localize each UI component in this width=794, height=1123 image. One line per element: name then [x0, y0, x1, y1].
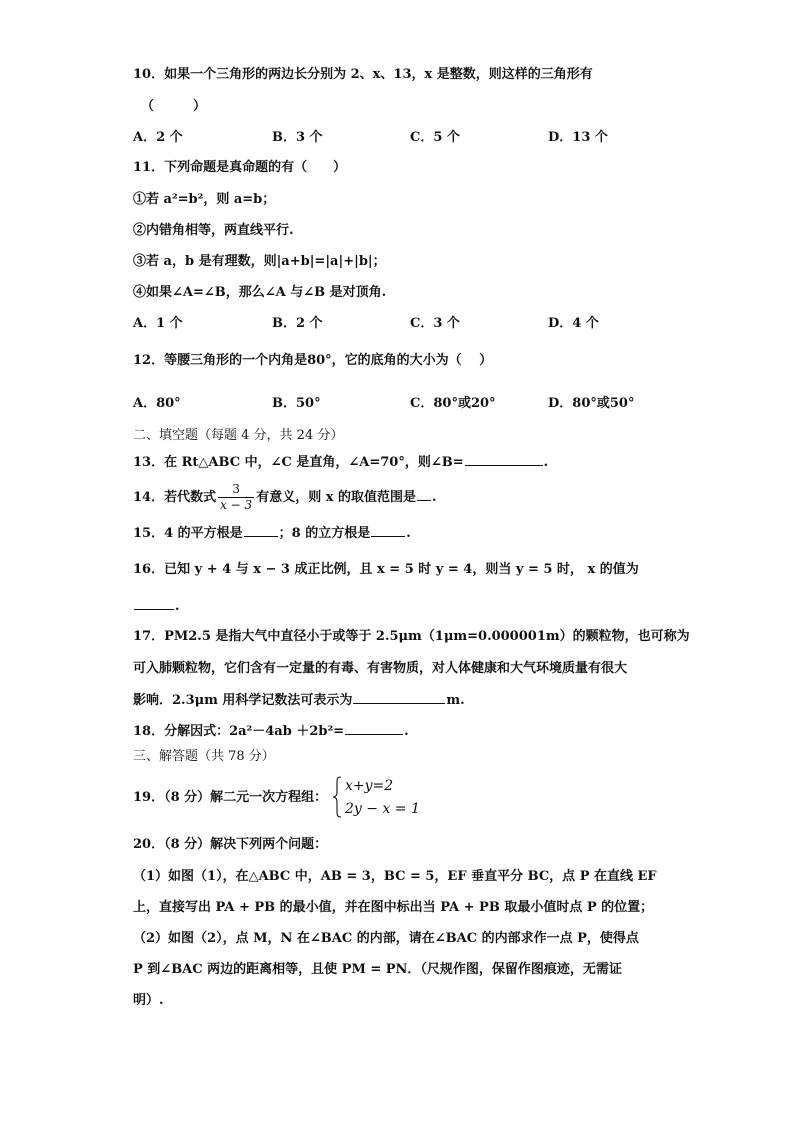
q13-period: .	[543, 455, 549, 470]
q20-part-2-line-3: 明）.	[133, 993, 164, 1008]
q12-option-d: D．80°或50°	[548, 396, 635, 411]
q11-item-2: ②内错角相等，两直线平行.	[133, 223, 294, 238]
q14-numerator: 3	[232, 482, 240, 496]
q17-line-1: 17．PM2.5 是指大气中直径小于或等于 2.5μm（1μm=0.000001m）的颗粒物，也可称为	[133, 629, 690, 644]
q17-line-3-text: 影响．2.3μm 用科学记数法可表示为	[133, 693, 353, 708]
q15-blank-1[interactable]	[244, 524, 278, 537]
q18-answer-blank[interactable]	[345, 722, 403, 735]
q20-part-2-line-1: （2）如图（2），点 M，N 在∠BAC 的内部，请在∠BAC 的内部求作一点 P，使得点	[133, 931, 639, 946]
q10-option-c: C．5 个	[410, 130, 460, 145]
q10-stem: 10．如果一个三角形的两边长分别为 2、x、13，x 是整数，则这样的三角形有	[133, 67, 593, 82]
q10-option-b: B．3 个	[272, 130, 323, 145]
q11-option-a: A．1 个	[133, 316, 183, 331]
q19-stem: 19．（8 分）解二元一次方程组：	[133, 790, 328, 805]
q10-paren: （ ）	[141, 99, 207, 114]
q11-item-4: ④如果∠A=∠B，那么∠A 与∠B 是对顶角.	[133, 285, 387, 300]
q13-answer-blank[interactable]	[465, 453, 543, 466]
q19-equation-1: x+y=2	[345, 778, 394, 794]
q14	[133, 479, 437, 517]
q20-stem: 20．（8 分）解决下列两个问题：	[133, 837, 328, 852]
q12-option-b: B．50°	[272, 396, 321, 411]
q16-text: 16．已知 y + 4 与 x − 3 成正比例，且 x = 5 时 y = 4，则当 y = 5 时， x 的值为	[133, 562, 639, 577]
q14-answer-blank[interactable]	[417, 488, 431, 501]
q11-option-b: B．2 个	[272, 316, 323, 331]
q20-part-1-line-1: （1）如图（1），在△ABC 中，AB = 3，BC = 5，EF 垂直平分 BC，点 P 在直线 EF	[133, 869, 657, 884]
q15-period: .	[406, 526, 411, 541]
q17-answer-blank[interactable]	[353, 691, 445, 704]
section-solve-title: 三、解答题（共 78 分）	[133, 749, 275, 764]
brace-icon	[332, 776, 342, 818]
q18-text: 18．分解因式：2a²－4ab ＋2b²=	[133, 724, 345, 739]
q12-option-c: C．80°或20°	[410, 396, 496, 411]
q14-period: .	[432, 490, 437, 505]
q11-item-1: ①若 a²=b²，则 a=b；	[133, 192, 276, 207]
q16-answer-blank[interactable]	[134, 597, 174, 610]
q15-text: 15．4 的平方根是	[133, 526, 243, 541]
q18	[133, 722, 409, 741]
q14-text-2: 有意义，则 x 的取值范围是	[256, 490, 416, 505]
q13-text: 13．在 Rt△ABC 中，∠C 是直角，∠A=70°，则∠B=	[133, 455, 464, 470]
q13	[133, 453, 548, 472]
q17-unit: m.	[446, 693, 465, 708]
q11-stem: 11．下列命题是真命题的有（ ）	[133, 160, 347, 175]
q15-text-2: ；8 的立方根是	[278, 526, 371, 541]
q16-period: .	[175, 599, 180, 614]
q10-option-d: D．13 个	[548, 130, 608, 145]
section-fill-in-title: 二、填空题（每题 4 分，共 24 分）	[133, 428, 344, 443]
q10-option-a: A．2 个	[133, 130, 183, 145]
q20-part-2-line-2: P 到∠BAC 两边的距离相等，且使 PM = PN．（尺规作图，保留作图痕迹，无需证	[133, 962, 622, 977]
q15	[133, 524, 411, 543]
q17-line-3	[133, 691, 465, 710]
q11-option-c: C．3 个	[410, 316, 460, 331]
q16-answer-line	[133, 597, 180, 616]
q11-item-3: ③若 a，b 是有理数，则|a+b|=|a|+|b|；	[133, 254, 386, 269]
q14-fraction	[218, 482, 254, 513]
q17-line-2: 可入肺颗粒物，它们含有一定量的有毒、有害物质，对人体健康和大气环境质量有很大	[133, 661, 628, 676]
q15-blank-2[interactable]	[371, 524, 405, 537]
q20-part-1-line-2: 上，直接写出 PA + PB 的最小值，并在图中标出当 PA + PB 取最小值时点 P 的位置；	[133, 900, 654, 915]
q14-denominator: x − 3	[220, 498, 253, 512]
q12-option-a: A．80°	[133, 396, 181, 411]
q14-text: 14．若代数式	[133, 490, 217, 505]
q11-option-d: D．4 个	[548, 316, 599, 331]
q19-equation-2: 2y − x = 1	[345, 801, 420, 817]
q12-stem: 12．等腰三角形的一个内角是80°，它的底角的大小为（ ）	[133, 353, 493, 368]
q18-period: .	[404, 724, 409, 739]
